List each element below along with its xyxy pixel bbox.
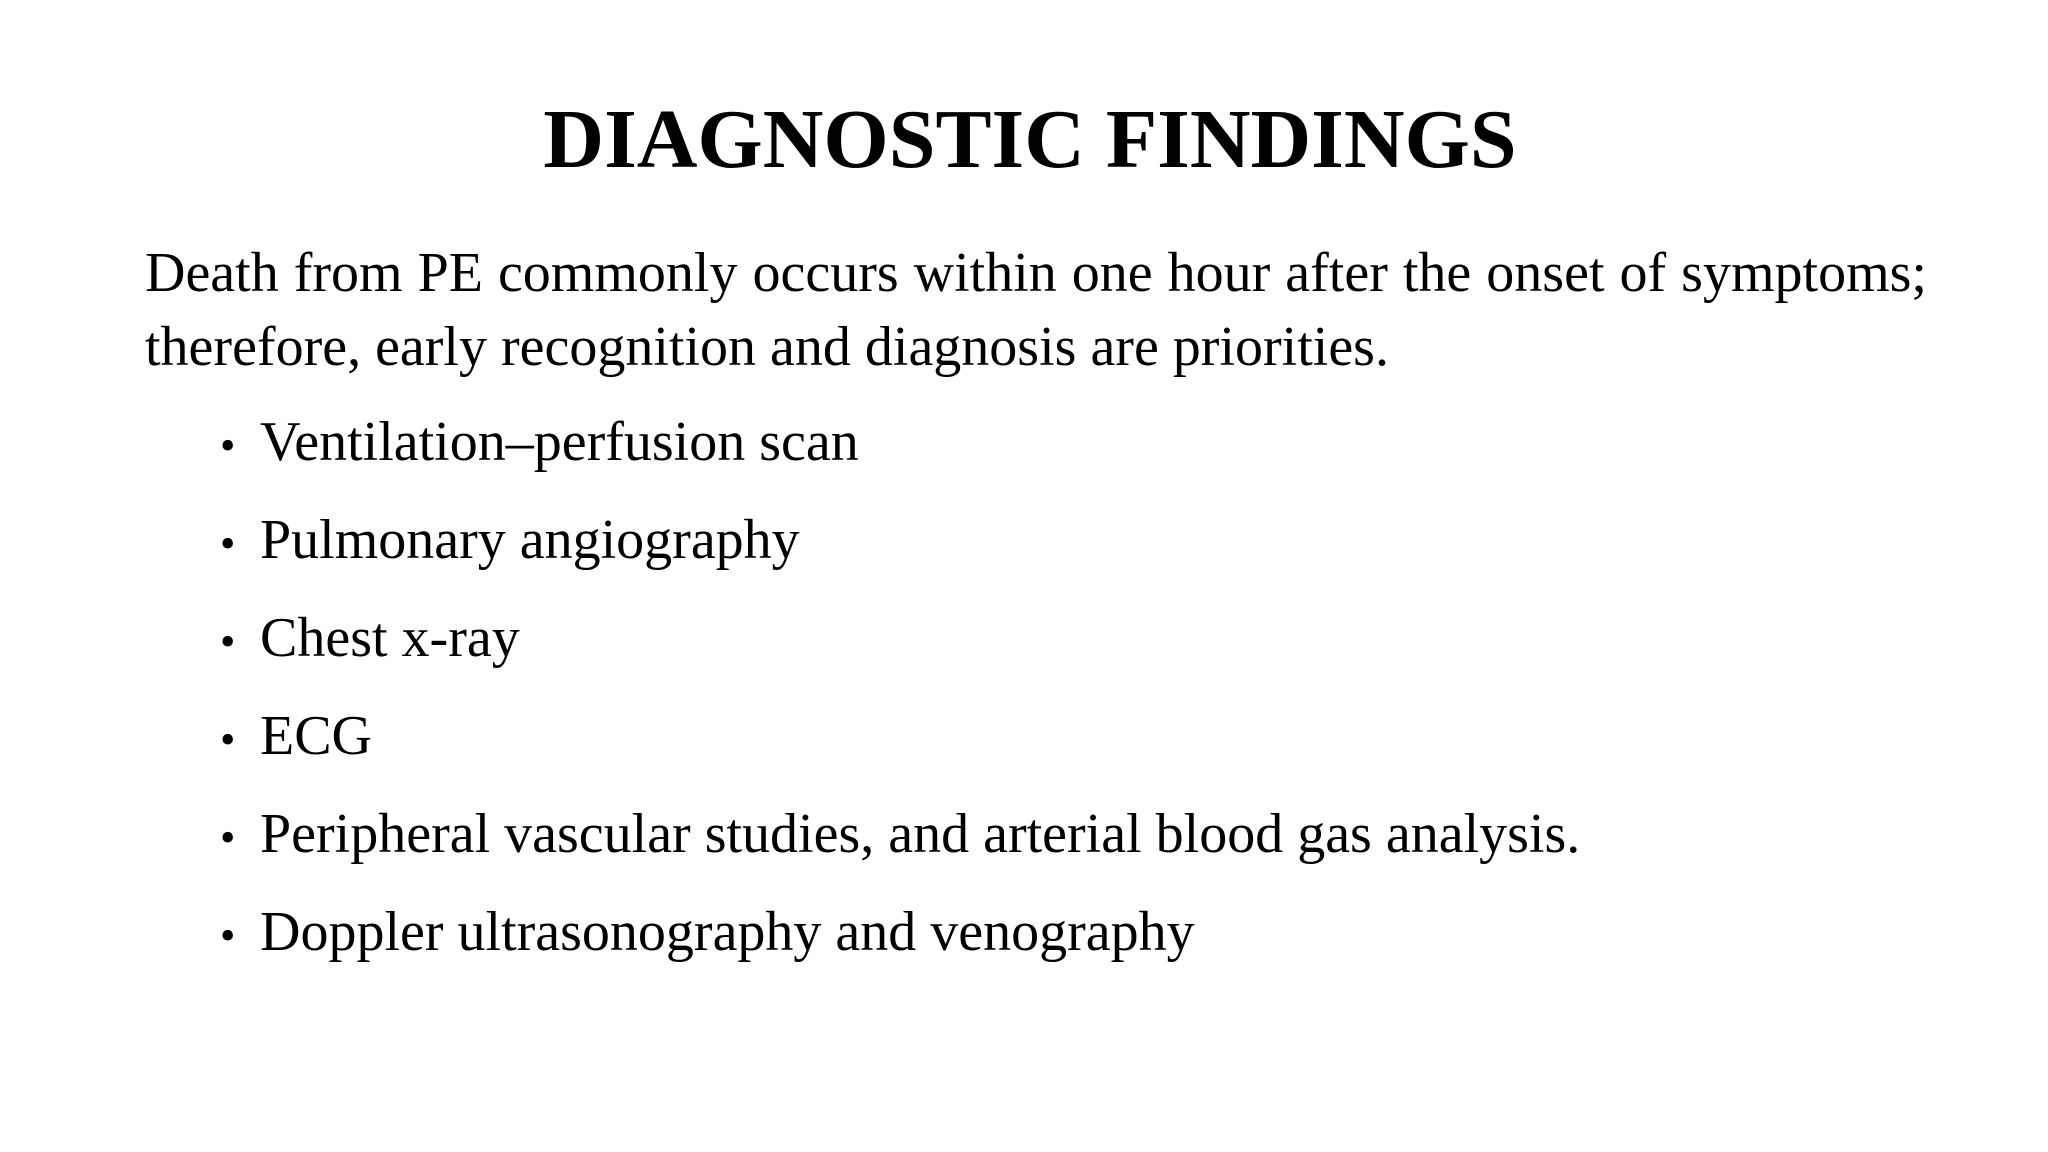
list-item xyxy=(220,503,1920,601)
findings-list xyxy=(220,405,1920,993)
list-item-text: ECG xyxy=(260,705,372,767)
bullet-icon: • xyxy=(220,421,236,470)
intro-paragraph: Death from PE commonly occurs within one hour after the onset of symptoms; therefore, early recognition and diagnosis are priorities. xyxy=(145,242,1927,378)
list-item xyxy=(220,797,1920,895)
list-item xyxy=(220,699,1920,797)
list-item-text: Ventilation–perfusion scan xyxy=(260,411,859,473)
bullet-icon: • xyxy=(220,813,236,862)
list-item-text: Doppler ultrasonography and venography xyxy=(260,901,1195,963)
slide-title: DIAGNOSTIC FINDINGS xyxy=(543,93,1517,186)
bullet-icon: • xyxy=(220,911,236,960)
list-item xyxy=(220,405,1920,503)
bullet-icon: • xyxy=(220,715,236,764)
list-item-text: Pulmonary angiography xyxy=(260,509,800,571)
list-item xyxy=(220,895,1920,993)
list-item-text: Peripheral vascular studies, and arterial blood gas analysis. xyxy=(260,803,1581,865)
list-item-text: Chest x-ray xyxy=(260,607,520,669)
list-item xyxy=(220,601,1920,699)
bullet-icon: • xyxy=(220,519,236,568)
bullet-icon: • xyxy=(220,617,236,666)
